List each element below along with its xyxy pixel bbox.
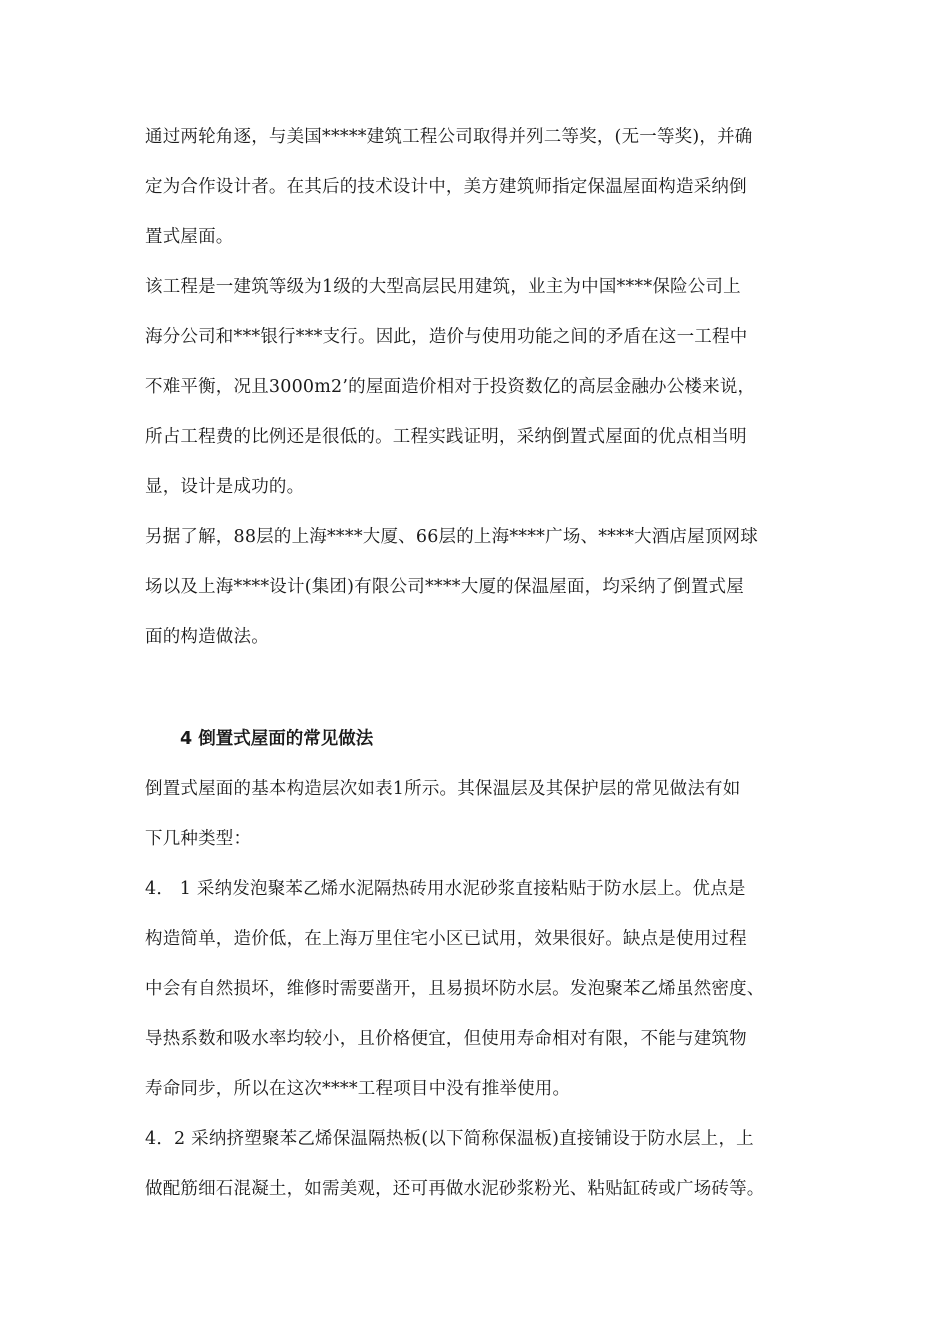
text-line: 4．2 采纳挤塑聚苯乙烯保温隔热板(以下简称保温板)直接铺设于防水层上，上 — [145, 1129, 754, 1149]
text-line: 面的构造做法。 — [145, 627, 269, 647]
text-line: 场以及上海****设计(集团)有限公司****大厦的保温屋面，均采纳了倒置式屋 — [145, 577, 744, 597]
text-line: 通过两轮角逐，与美国*****建筑工程公司取得并列二等奖，(无一等奖)，并确 — [145, 127, 753, 147]
paragraph-method-4-1 — [145, 864, 810, 1114]
text-line: 另据了解，88层的上海****大厦、66层的上海****广场、****大酒店屋顶网球 — [145, 527, 758, 547]
text-line: 做配筋细石混凝土，如需美观，还可再做水泥砂浆粉光、粘贴缸砖或广场砖等。 — [145, 1179, 765, 1199]
text-line: 中会有自然损坏，维修时需要凿开，且易损坏防水层。发泡聚苯乙烯虽然密度、 — [145, 979, 765, 999]
paragraph-project-overview — [145, 262, 810, 512]
paragraph-method-4-2 — [145, 1114, 810, 1214]
text-line: 定为合作设计者。在其后的技术设计中，美方建筑师指定保温屋面构造采纳倒 — [145, 177, 747, 197]
text-line: 该工程是一建筑等级为1级的大型高层民用建筑，业主为中国****保险公司上 — [145, 277, 741, 297]
text-line: 所占工程费的比例还是很低的。工程实践证明，采纳倒置式屋面的优点相当明 — [145, 427, 747, 447]
paragraph-other-projects — [145, 512, 810, 662]
text-line: 海分公司和***银行***支行。因此，造价与使用功能之间的矛盾在这一工程中 — [145, 327, 748, 347]
text-line: 不难平衡，况且3000m2’的屋面造价相对于投资数亿的高层金融办公楼来说， — [145, 377, 756, 397]
text-line: 寿命同步，所以在这次****工程项目中没有推举使用。 — [145, 1079, 571, 1099]
document-body — [145, 112, 810, 1214]
text-line: 显，设计是成功的。 — [145, 477, 305, 497]
section-spacer — [145, 662, 810, 714]
paragraph-competition-result — [145, 112, 810, 262]
text-line: 构造简单，造价低，在上海万里住宅小区已试用，效果很好。缺点是使用过程 — [145, 929, 747, 949]
text-line: 置式屋面。 — [145, 227, 234, 247]
text-line: 4． 1 采纳发泡聚苯乙烯水泥隔热砖用水泥砂浆直接粘贴于防水层上。优点是 — [145, 879, 746, 899]
section-heading: 4 倒置式屋面的常见做法 — [180, 729, 374, 749]
paragraph-basic-layers — [145, 764, 810, 864]
text-line: 倒置式屋面的基本构造层次如表1所示。其保温层及其保护层的常见做法有如 — [145, 779, 741, 799]
text-line: 下几种类型： — [145, 829, 252, 849]
text-line: 导热系数和吸水率均较小，且价格便宜，但使用寿命相对有限，不能与建筑物 — [145, 1029, 747, 1049]
